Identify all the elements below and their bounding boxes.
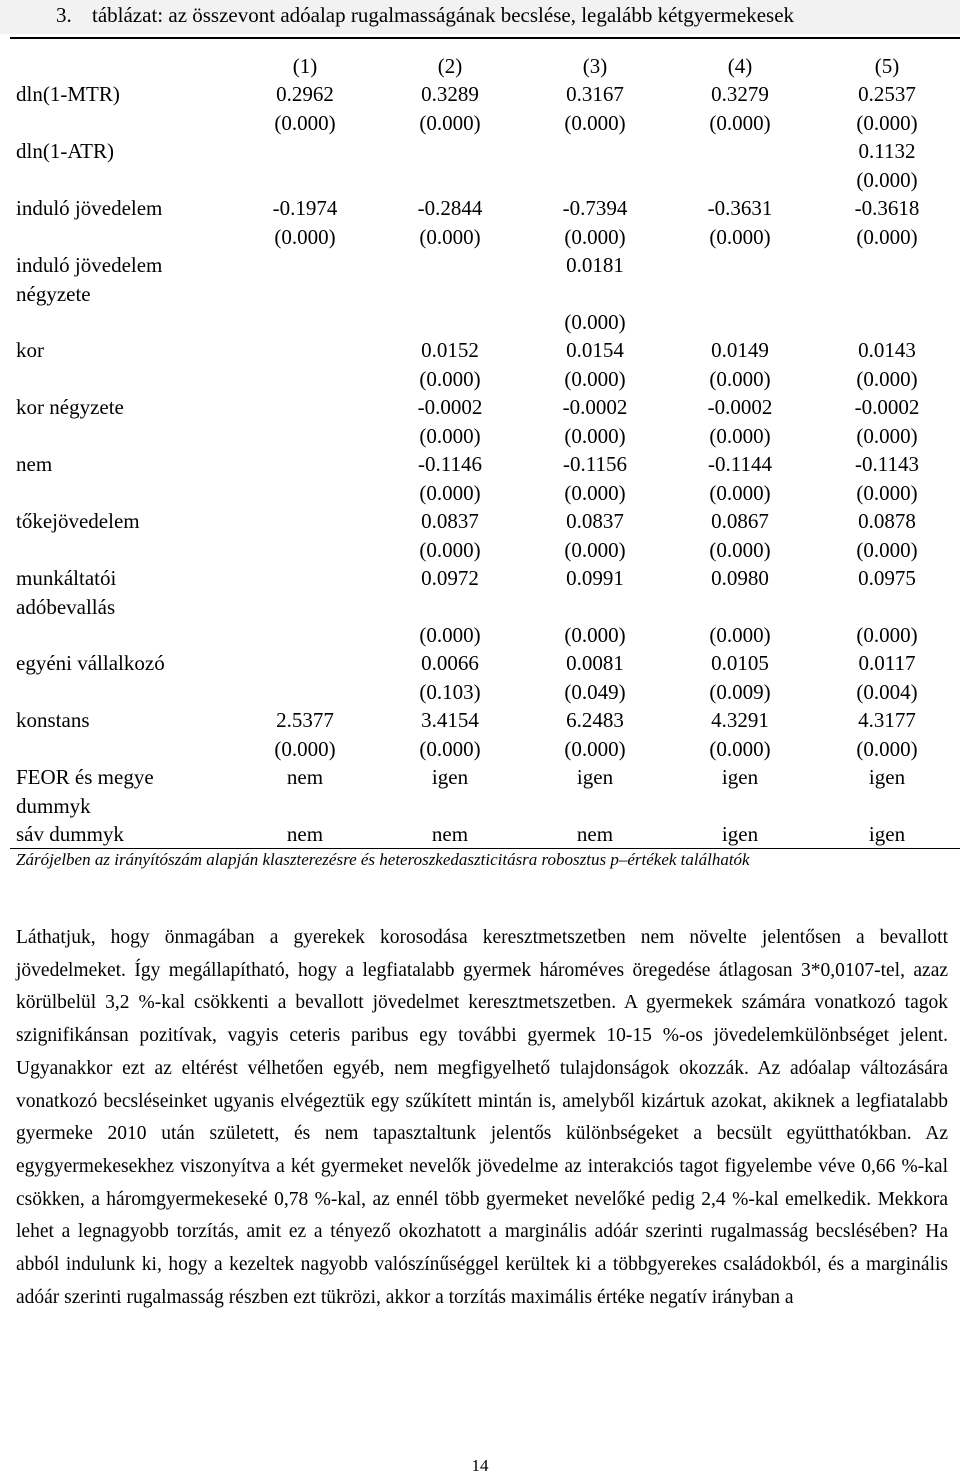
p-value-cell: (0.000)	[419, 111, 481, 135]
p-value-cell: (0.000)	[564, 481, 626, 505]
coefficient-cell: 0.0152	[421, 338, 479, 362]
p-value-cell: (0.000)	[564, 737, 626, 761]
coefficient-cell: igen	[868, 822, 906, 846]
coefficient-cell: -0.1974	[272, 196, 338, 220]
coefficient-cell: -0.1156	[563, 452, 627, 476]
coefficient-cell: 0.0837	[421, 509, 479, 533]
coefficient-cell: -0.3618	[854, 196, 920, 220]
coefficient-cell: -0.1143	[855, 452, 919, 476]
p-value-cell: (0.049)	[564, 680, 626, 704]
coefficient-cell: 0.2537	[858, 82, 916, 106]
row-label-continued: adóbevallás	[16, 595, 116, 619]
table-top-rule	[10, 37, 960, 39]
p-value-cell: (0.000)	[274, 737, 336, 761]
p-value-cell: (0.000)	[856, 481, 918, 505]
p-value-cell: (0.000)	[709, 111, 771, 135]
row-label-continued: négyzete	[16, 282, 91, 306]
coefficient-cell: nem	[431, 822, 469, 846]
row-label: konstans	[16, 708, 90, 732]
p-value-cell: (0.000)	[419, 538, 481, 562]
row-label: munkáltatói	[16, 566, 117, 590]
row-label: FEOR és megye	[16, 765, 154, 789]
row-label: dln(1-MTR)	[16, 82, 120, 106]
coefficient-cell: 0.1132	[858, 139, 916, 163]
coefficient-cell: 3.4154	[421, 708, 479, 732]
coefficient-cell: -0.0002	[854, 395, 920, 419]
column-header: (3)	[582, 54, 608, 78]
p-value-cell: (0.000)	[856, 111, 918, 135]
p-value-cell: (0.000)	[564, 225, 626, 249]
body-paragraph: Láthatjuk, hogy önmagában a gyerekek korosodása keresztmetszetben nem növelte jelentősen a bevallott jövedelmeket. Így megállapítható, hogy a legfiatalabb gyermek hároméves öregedése átlagosan 3*0,0107-tel, azaz körülbelül 3,2 %-kal csökkenti a bevallott jövedelmet keresztmetszetben. A gyermekek számára vonatkozó tagok szignifikánsan pozitívak, vagyis ceteris paribus egy további gyermek 10-15 %-os jövedelemkülönbséget jelent. Ugyanakkor ezt az eltérést vélhetően egyéb, nem megfigyelhető tulajdonságok okozzák. Az adóalap változására vonatkozó becsléseinket ugyanis elvégeztük egy szűkített mintán is, amelyből kizártuk azokat, akiknek a legfiatalabb gyermeke 2010 után született, és nem tapasztaltunk jelentős különbségeket a becsült együtthatókban. Az egygyermekesekhez viszonyítva a két gyermeket nevelők jövedelme az interakciós tagot figyelembe véve 0,66 %-kal csökken, a háromgyermekeseké 0,78 %-kal, az ennél több gyermeket nevelőké pedig 2,4 %-kal emelkedik. Mekkora lehet a legnagyobb torzítás, amit ez a tényező okozhatott a marginális adóár szerinti rugalmasság becslésében? Ha abból indulunk ki, hogy a kezeltek nagyobb valószínűséggel kerültek ki a többgyerekes családokból, és a marginális adóár szerinti rugalmasság részben ezt tükrözi, akkor a torzítás maximális értéke negatív irányban a	[16, 927, 948, 1308]
p-value-cell: (0.004)	[856, 680, 918, 704]
coefficient-cell: -0.2844	[417, 196, 483, 220]
p-value-cell: (0.000)	[419, 424, 481, 448]
p-value-cell: (0.000)	[709, 623, 771, 647]
p-value-cell: (0.000)	[419, 737, 481, 761]
coefficient-cell: 0.0975	[858, 566, 916, 590]
p-value-cell: (0.000)	[564, 367, 626, 391]
p-value-cell: (0.000)	[564, 310, 626, 334]
coefficient-cell: 0.0991	[566, 566, 624, 590]
coefficient-cell: nem	[286, 765, 324, 789]
p-value-cell: (0.000)	[709, 481, 771, 505]
p-value-cell: (0.000)	[709, 424, 771, 448]
coefficient-cell: igen	[721, 822, 759, 846]
row-label: tőkejövedelem	[16, 509, 140, 533]
row-label: sáv dummyk	[16, 822, 124, 846]
column-header: (4)	[727, 54, 753, 78]
coefficient-cell: 0.0105	[711, 651, 769, 675]
p-value-cell: (0.000)	[856, 538, 918, 562]
coefficient-cell: -0.3631	[707, 196, 773, 220]
coefficient-cell: 0.0149	[711, 338, 769, 362]
coefficient-cell: nem	[576, 822, 614, 846]
p-value-cell: (0.000)	[856, 424, 918, 448]
p-value-cell: (0.000)	[564, 424, 626, 448]
p-value-cell: (0.000)	[274, 111, 336, 135]
coefficient-cell: 6.2483	[566, 708, 624, 732]
coefficient-cell: 2.5377	[276, 708, 334, 732]
p-value-cell: (0.000)	[419, 481, 481, 505]
row-label: induló jövedelem	[16, 196, 163, 220]
p-value-cell: (0.000)	[856, 168, 918, 192]
row-label: nem	[16, 452, 53, 476]
coefficient-cell: 0.3279	[711, 82, 769, 106]
coefficient-cell: igen	[868, 765, 906, 789]
coefficient-cell: 0.0143	[858, 338, 916, 362]
coefficient-cell: igen	[721, 765, 759, 789]
p-value-cell: (0.000)	[419, 225, 481, 249]
coefficient-cell: 0.0837	[566, 509, 624, 533]
coefficient-cell: 0.0154	[566, 338, 624, 362]
coefficient-cell: 0.3167	[566, 82, 624, 106]
table-caption	[0, 0, 960, 34]
p-value-cell: (0.000)	[709, 538, 771, 562]
p-value-cell: (0.000)	[419, 367, 481, 391]
row-label-continued: dummyk	[16, 794, 91, 818]
coefficient-cell: igen	[431, 765, 469, 789]
row-label: dln(1-ATR)	[16, 139, 114, 163]
coefficient-cell: 4.3177	[858, 708, 916, 732]
coefficient-cell: 0.0066	[421, 651, 479, 675]
coefficient-cell: 0.0980	[711, 566, 769, 590]
coefficient-cell: 0.3289	[421, 82, 479, 106]
caption-text: táblázat: az összevont adóalap rugalmasságának becslése, legalább kétgyermekesek	[92, 3, 795, 27]
column-header: (2)	[437, 54, 463, 78]
coefficient-cell: 0.2962	[276, 82, 334, 106]
coefficient-cell: -0.7394	[562, 196, 628, 220]
coefficient-cell: 0.0181	[566, 253, 624, 277]
row-label: kor négyzete	[16, 395, 124, 419]
row-label: egyéni vállalkozó	[16, 651, 165, 675]
coefficient-cell: -0.0002	[562, 395, 628, 419]
coefficient-cell: 0.0117	[858, 651, 916, 675]
table-note: Zárójelben az irányítószám alapján klaszterezésre és heteroszkedaszticitásra robosztus p–értékek találhatók	[16, 850, 750, 869]
column-header: (5)	[874, 54, 900, 78]
p-value-cell: (0.000)	[274, 225, 336, 249]
coefficient-cell: igen	[576, 765, 614, 789]
coefficient-cell: 0.0972	[421, 566, 479, 590]
row-label: induló jövedelem	[16, 253, 163, 277]
coefficient-cell: 4.3291	[711, 708, 769, 732]
coefficient-cell: -0.0002	[707, 395, 773, 419]
p-value-cell: (0.000)	[564, 111, 626, 135]
coefficient-cell: 0.0878	[858, 509, 916, 533]
p-value-cell: (0.000)	[856, 737, 918, 761]
p-value-cell: (0.103)	[419, 680, 481, 704]
p-value-cell: (0.000)	[564, 538, 626, 562]
p-value-cell: (0.000)	[856, 225, 918, 249]
caption-number: 3.	[56, 3, 72, 27]
p-value-cell: (0.000)	[564, 623, 626, 647]
p-value-cell: (0.000)	[709, 737, 771, 761]
coefficient-cell: 0.0867	[711, 509, 769, 533]
row-label: kor	[16, 338, 44, 362]
coefficient-cell: -0.0002	[417, 395, 483, 419]
p-value-cell: (0.000)	[856, 623, 918, 647]
page-number: 14	[471, 1456, 489, 1475]
p-value-cell: (0.000)	[709, 225, 771, 249]
coefficient-cell: nem	[286, 822, 324, 846]
coefficient-cell: -0.1144	[708, 452, 772, 476]
p-value-cell: (0.000)	[856, 367, 918, 391]
coefficient-cell: -0.1146	[418, 452, 482, 476]
p-value-cell: (0.000)	[709, 367, 771, 391]
column-header: (1)	[292, 54, 318, 78]
coefficient-cell: 0.0081	[566, 651, 624, 675]
p-value-cell: (0.009)	[709, 680, 771, 704]
p-value-cell: (0.000)	[419, 623, 481, 647]
